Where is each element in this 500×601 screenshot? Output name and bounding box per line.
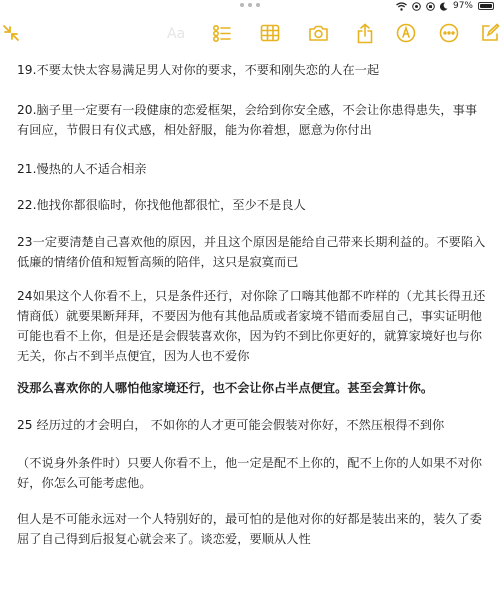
note-paragraph-22: 22.他找你都很临时，你找他他都很忙，至少不是良人: [17, 198, 306, 212]
share-button[interactable]: [352, 20, 378, 46]
checklist-icon: [212, 23, 232, 43]
compose-button[interactable]: [477, 20, 500, 46]
collapse-button[interactable]: [0, 20, 24, 46]
title-format-hint: Aa: [167, 26, 186, 42]
table-button[interactable]: [257, 20, 283, 46]
compose-icon: [480, 23, 500, 43]
status-bar: [0, 0, 500, 14]
checklist-button[interactable]: [209, 20, 235, 46]
note-paragraph-closing: 但人是不可能永远对一个人特别好的，最可怕的是他对你的好都是装出来的，装久了委屈了自己得到后报复心就会来了。谈恋爱，要顺从人性: [17, 512, 483, 546]
notes-toolbar: [0, 16, 500, 52]
share-icon: [356, 23, 374, 44]
note-paragraph-25: 25 经历过的才会明白， 不如你的人才更可能会假装对你好，不然压根得不到你: [17, 418, 445, 432]
battery-icon: [478, 2, 494, 10]
note-paragraph-emphasis: 没那么喜欢你的人哪怕他家境还行，也不会让你占半点便宜。甚至会算计你。: [17, 381, 434, 395]
camera-button[interactable]: [305, 20, 331, 46]
more-button[interactable]: [436, 20, 462, 46]
more-icon: [439, 23, 459, 43]
note-paragraph-19: 19.不要太快太容易满足男人对你的要求，不要和刚失恋的人在一起: [17, 63, 380, 77]
multitasking-dots[interactable]: [240, 3, 260, 7]
collapse-arrows-icon: [1, 23, 21, 43]
table-icon: [260, 24, 280, 42]
battery-level: [480, 4, 492, 8]
camera-icon: [308, 24, 329, 42]
do-not-disturb-icon: [440, 2, 448, 11]
note-paragraph-23: 23一定要清楚自己喜欢他的原因，并且这个原因是能给自己带来长期利益的。不要陷入低廉的情绪价值和短暂高频的陪伴，这只是寂寞而已: [17, 235, 486, 269]
status-indicators: [396, 1, 494, 11]
dot: [248, 3, 252, 7]
dot: [240, 3, 244, 7]
note-paragraph-24: 24如果这个人你看不上，只是条件还行，对你除了口嗨其他都不咋样的（尤其长得丑还情商低）就要果断拜拜，不要因为他有其他品质或者家境不错而委屈自己，事实证明他可能也看不上你，但是还是会假装喜欢你，因为钓不到比你更好的，就算家境好也与你无关，你占不到半点便宜，因为人也不爱你: [17, 289, 486, 363]
wifi-icon: [396, 2, 407, 11]
markup-button[interactable]: [393, 20, 419, 46]
location-icon: [412, 2, 421, 11]
orientation-lock-icon: [426, 2, 435, 11]
pen-markup-icon: [396, 23, 416, 43]
dot: [256, 3, 260, 7]
battery-percentage: 97%: [452, 1, 473, 11]
note-paragraph-25-continued: （不说身外条件时）只要人你看不上，他一定是配不上你的，配不上你的人如果不对你好，你怎么可能考虑他。: [17, 456, 483, 490]
note-paragraph-20: 20.脑子里一定要有一段健康的恋爱框架，会给到你安全感，不会让你患得患失，事事有回应，节假日有仪式感，相处舒服，能为你着想，愿意为你付出: [17, 103, 478, 137]
note-paragraph-21: 21.慢热的人不适合相亲: [17, 162, 147, 176]
